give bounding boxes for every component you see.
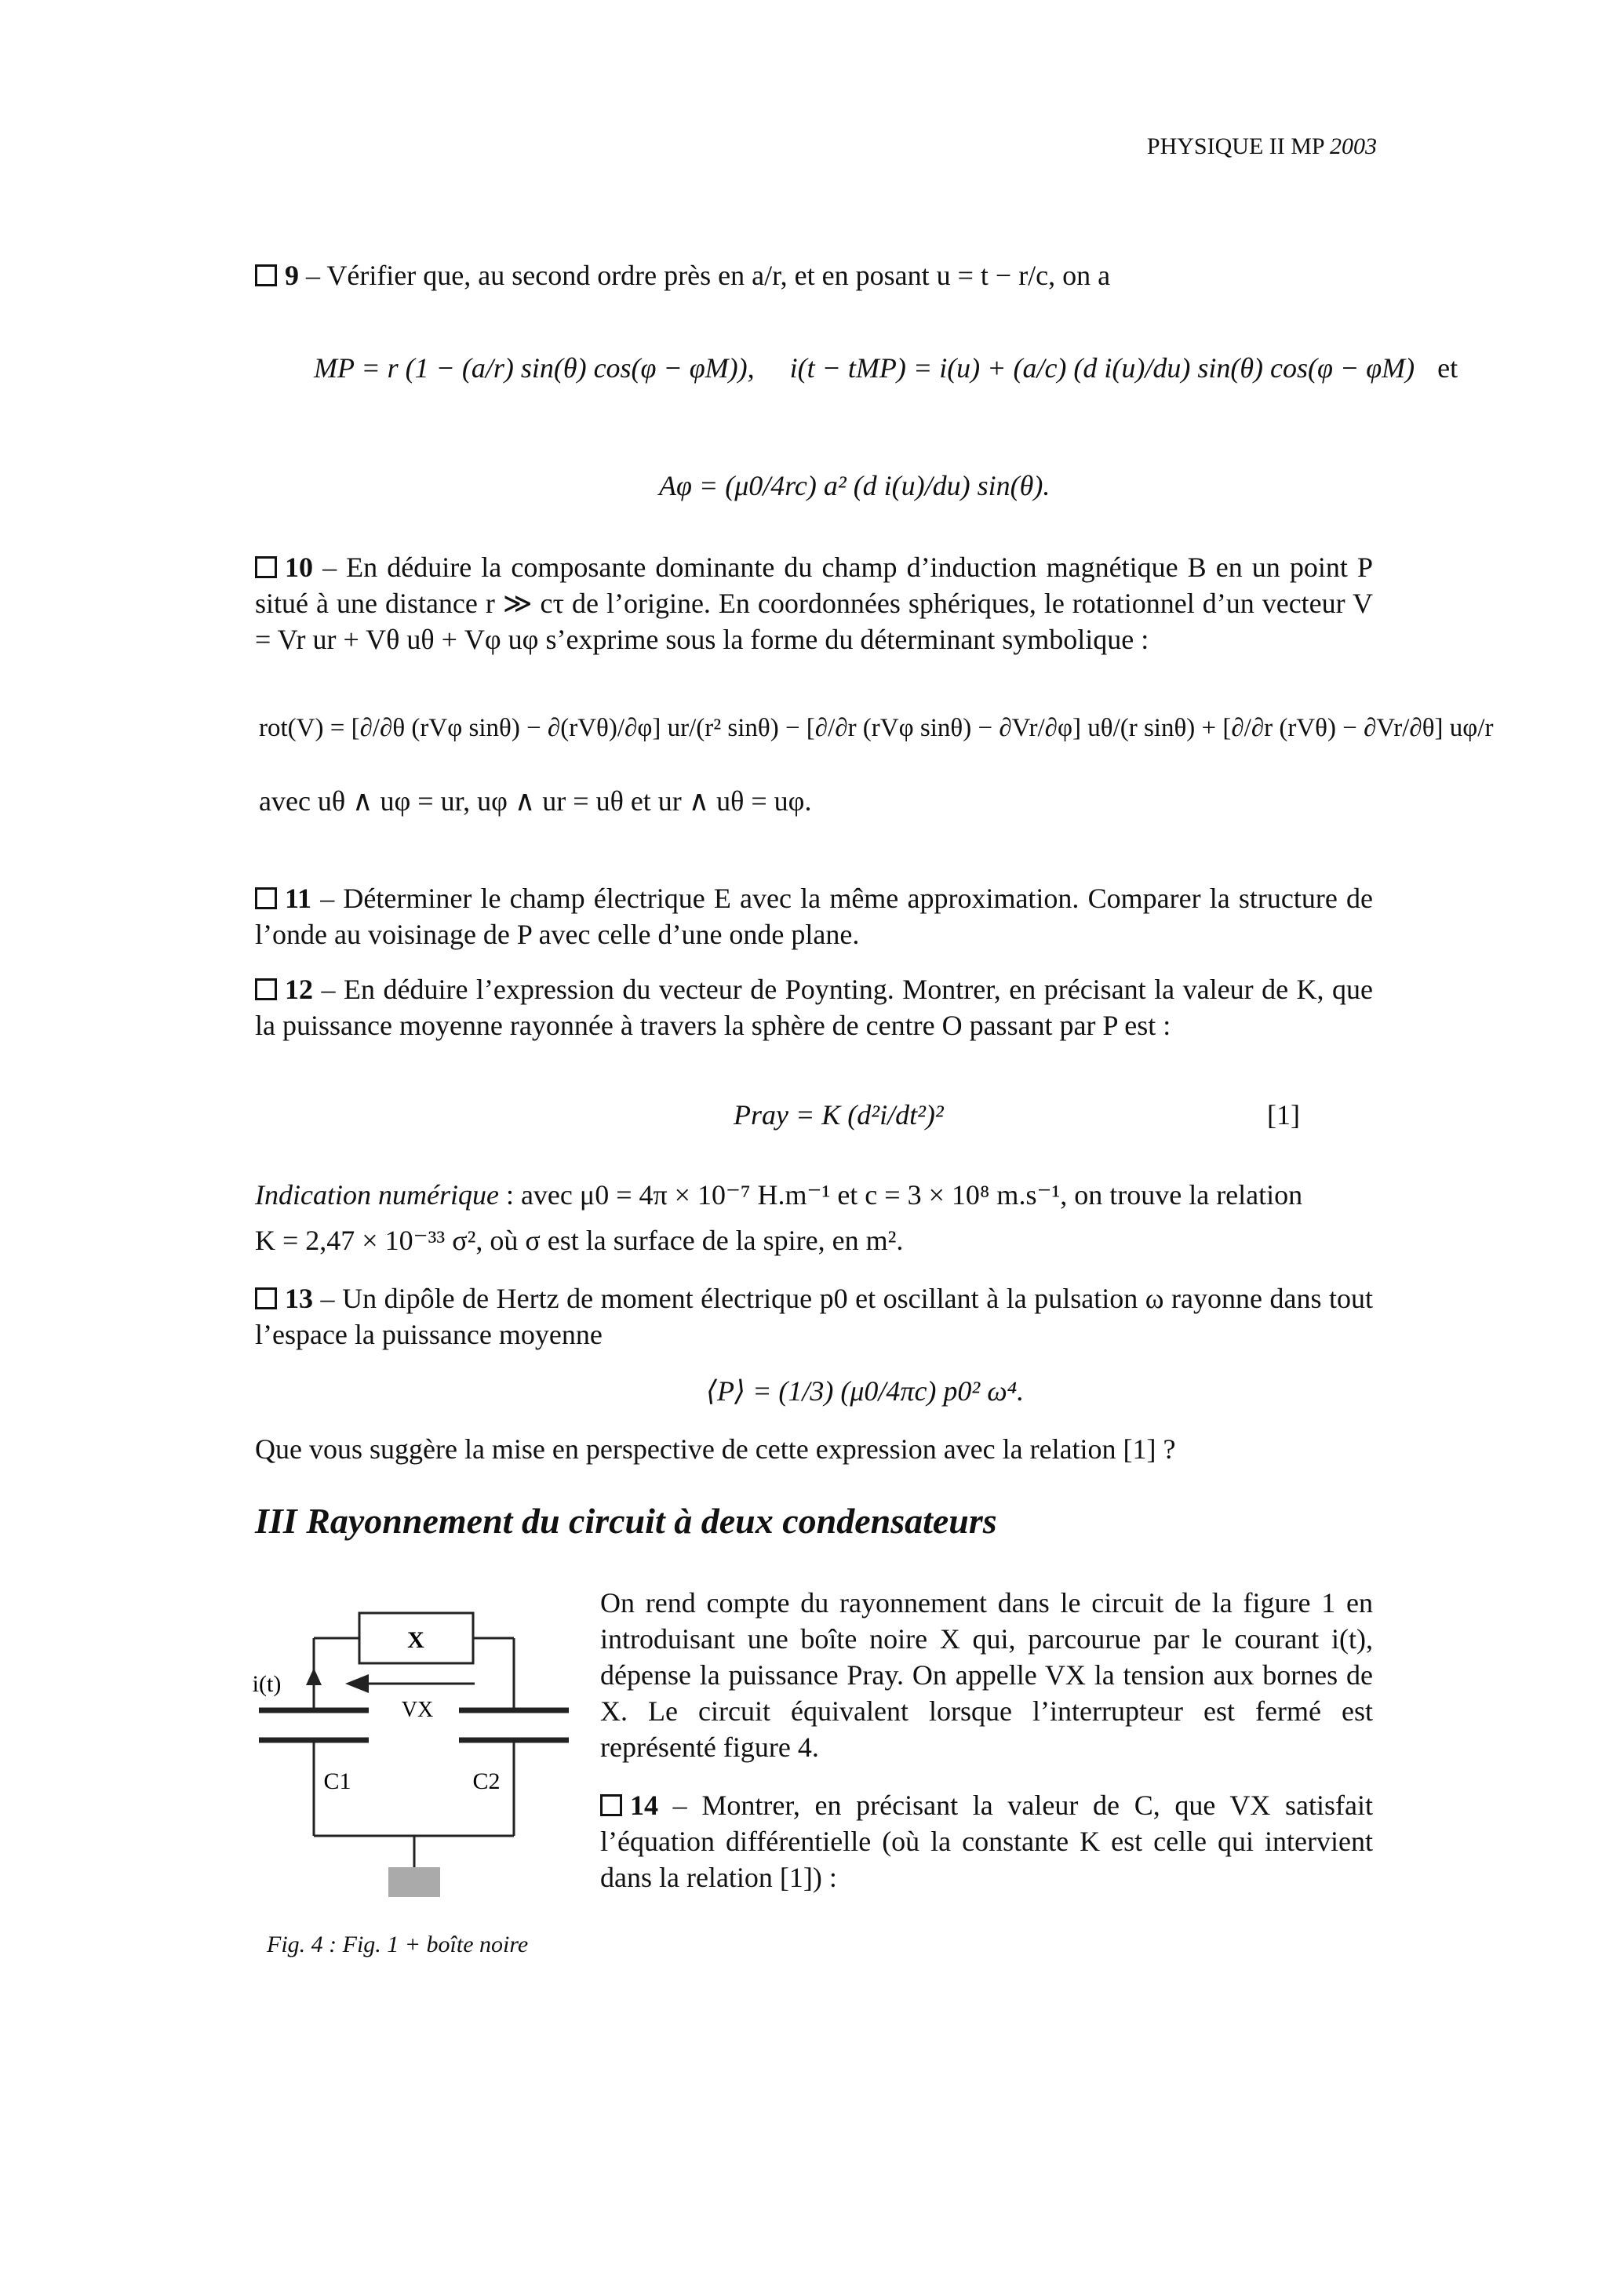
indication-text-2: K = 2,47 × 10⁻³³ σ², où σ est la surface de la spire, en m². xyxy=(255,1225,904,1256)
voltage-label: VX xyxy=(401,1698,434,1722)
checkbox-icon xyxy=(600,1794,622,1816)
equation-et: et xyxy=(1437,352,1458,384)
equation-dipole xyxy=(706,1375,1024,1407)
equation-label-text: [1] xyxy=(1267,1099,1300,1131)
section-title: III Rayonnement du circuit à deux condensateurs xyxy=(255,1501,997,1541)
question-13 xyxy=(255,1280,1373,1353)
checkbox-icon xyxy=(255,264,277,286)
question-12 xyxy=(255,971,1373,1043)
question-number: 13 xyxy=(285,1283,313,1314)
circuit-description-text: On rend compte du rayonnement dans le circuit de la figure 1 en introduisant une boîte noire X qui, parcourue par le courant i(t), dépense la puissance Pray. On appelle VX la tension aux bornes de X. Le circuit équivalent lorsque l’interrupteur est fermé est représenté figure 4. xyxy=(600,1587,1373,1763)
equation-avec xyxy=(259,785,811,817)
equation-mp-text: MP = r (1 − (a/r) sin(θ) cos(φ − φM)), xyxy=(314,352,755,384)
box-x-label: X xyxy=(407,1627,424,1653)
question-number: 12 xyxy=(285,974,313,1005)
page-header xyxy=(1147,133,1377,160)
header-title: PHYSIQUE II MP xyxy=(1146,133,1324,159)
question-text: – En déduire l’expression du vecteur de Poynting. Montrer, en précisant la valeur de K, que la puissance moyenne rayonnée à travers la sphère de centre O passant par P est : xyxy=(255,974,1374,1041)
circuit-description xyxy=(600,1585,1373,1765)
c2-label: C2 xyxy=(472,1768,501,1794)
question-text: – Un dipôle de Hertz de moment électrique p0 et oscillant à la pulsation ω rayonne dans tout l’espace la puissance moyenne xyxy=(255,1283,1373,1350)
figure-caption: Fig. 4 : Fig. 1 + boîte noire xyxy=(267,1932,529,1957)
question-text: – En déduire la composante dominante du champ d’induction magnétique B en un point P situé à une distance r ≫ cτ de l’origine. En coordonnées sphériques, le rotationnel d’un vecteur V = Vr ur + Vθ uθ + Vφ uφ s’exprime sous la forme du déterminant symbolique : xyxy=(255,552,1374,655)
equation-dipole-text: ⟨P⟩ = (1/3) (μ0/4πc) p0² ω⁴. xyxy=(706,1375,1025,1407)
checkbox-icon xyxy=(255,556,277,578)
question-11 xyxy=(255,880,1373,952)
equation-pray xyxy=(734,1098,944,1131)
current-label: i(t) xyxy=(252,1671,282,1697)
question-9 xyxy=(255,257,1373,293)
circuit-diagram xyxy=(251,1593,596,1922)
voltage-arrow-head xyxy=(345,1674,369,1693)
question-number: 11 xyxy=(285,883,312,914)
equation-mp xyxy=(314,351,1458,384)
checkbox-icon xyxy=(255,887,277,909)
question-text: – Déterminer le champ électrique E avec la même approximation. Comparer la structure de l’onde au voisinage de P avec celle d’une onde plane. xyxy=(255,883,1374,950)
question-number: 10 xyxy=(285,552,313,583)
indication-text: : avec μ0 = 4π × 10⁻⁷ H.m⁻¹ et c = 3 × 10⁸ m.s⁻¹, on trouve la relation xyxy=(498,1179,1303,1211)
question-number: 9 xyxy=(285,260,299,291)
header-year: 2003 xyxy=(1330,133,1377,159)
question-followup-text: Que vous suggère la mise en perspective de cette expression avec la relation [1] ? xyxy=(255,1433,1176,1465)
current-arrow-head xyxy=(306,1668,322,1685)
checkbox-icon xyxy=(255,1287,277,1309)
numerical-indication-2 xyxy=(255,1222,1373,1258)
equation-pray-text: Pray = K (d²i/dt²)² xyxy=(734,1099,944,1131)
equation-a-phi xyxy=(659,469,1050,502)
question-10 xyxy=(255,549,1373,657)
equation-i-text: i(t − tMP) = i(u) + (a/c) (d i(u)/du) sin(θ) cos(φ − φM) xyxy=(789,352,1415,384)
numerical-indication xyxy=(255,1177,1373,1213)
question-number: 14 xyxy=(630,1790,658,1821)
question-text: – Montrer, en précisant la valeur de C, que VX satisfait l’équation différentielle (où la constante K est celle qui intervient dans la relation [1]) : xyxy=(600,1790,1374,1893)
equation-avec-text: avec uθ ∧ uφ = ur, uφ ∧ ur = uθ et ur ∧ uθ = uφ. xyxy=(259,785,812,817)
indication-label: Indication numérique xyxy=(255,1179,499,1211)
equation-rot xyxy=(259,714,1493,743)
checkbox-icon xyxy=(255,978,277,1000)
equation-a-phi-text: Aφ = (μ0/4rc) a² (d i(u)/du) sin(θ). xyxy=(659,470,1051,501)
equation-rot-text: rot(V) = [∂/∂θ (rVφ sinθ) − ∂(rVθ)/∂φ] ur/(r² sinθ) − [∂/∂r (rVφ sinθ) − ∂Vr/∂φ] uθ/(r sinθ) + [∂/∂r (rVθ) − ∂Vr/∂θ] uφ/r xyxy=(259,714,1494,742)
equation-label-1 xyxy=(1267,1098,1300,1131)
question-14 xyxy=(600,1787,1373,1895)
question-text: – Vérifier que, au second ordre près en a/r, et en posant u = t − r/c, on a xyxy=(306,260,1111,291)
ground-symbol xyxy=(388,1867,440,1897)
c1-label: C1 xyxy=(323,1768,351,1794)
question-13-followup xyxy=(255,1431,1373,1467)
